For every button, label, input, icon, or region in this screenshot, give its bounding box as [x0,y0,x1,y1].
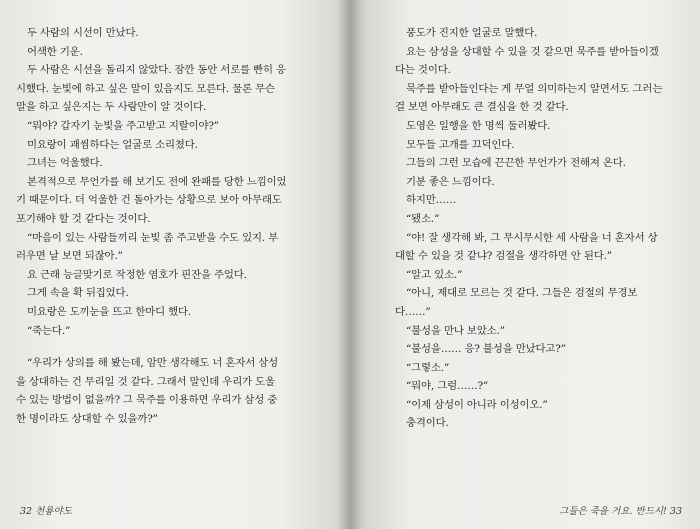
running-title: 그들은 죽을 거요. 반드시! [559,506,667,517]
running-title: 천룡야도 [35,506,72,517]
text-line: “됐소.” [406,212,440,225]
text-line: 미요랑이 괘씸하다는 얼굴로 소리쳤다. [27,138,198,151]
text-line: 한 명이라도 상대할 수 있을까?” [16,412,158,425]
page-number: 32 [20,506,33,517]
text-line: 하지만…… [406,194,457,207]
text-line: “알고 있소.” [406,268,463,281]
text-line: “죽는다.” [27,324,71,337]
text-line: 그들의 그런 모습에 끈끈한 무언가가 전해져 온다. [406,157,626,170]
text-line: “우리가 상의를 해 봤는데, 암만 생각해도 너 혼자서 삼성 [27,357,279,370]
text-line: “이제 삼성이 아니라 이성이오.” [406,398,548,411]
text-line: 두 사람의 시선이 만났다. [27,27,139,39]
page-number: 33 [669,506,682,517]
text-line: 풍도가 진지한 얼굴로 말했다. [406,27,538,39]
text-line: “그렇소.” [406,361,450,374]
text-line: 을 상대하는 건 무리일 것 같다. 그래서 말인데 우리가 도울 [16,375,275,388]
text-line: 두 사람은 시선을 돌리지 않았다. 잠깐 동안 서로를 빤히 응 [27,64,286,77]
right-page-footer [559,503,682,517]
text-line: 수 있는 방법이 없을까? 그 묵주를 이용하면 우리가 삼성 중 [16,394,278,407]
text-line: 묵주를 받아들인다는 게 무얼 의미하는지 알면서도 그러는 [406,82,663,95]
text-line: 시했다. 눈빛에 하고 싶은 말이 있음지도 모른다. 물론 무슨 [16,82,275,95]
text-line: “뭐야? 갑자기 눈빛을 주고받고 지랄이야?” [27,119,219,132]
text-line: 말을 하고 싶은지는 두 사람만이 알 것이다. [16,101,207,114]
text-line: “불성을…… 응? 불성을 만났다고?” [406,343,566,356]
left-page-footer [20,503,72,517]
text-line: 모두들 고개를 끄덕인다. [406,138,515,151]
text-line: 요는 삼성을 상대할 수 있을 것 같으면 묵주를 받아들이겠 [406,45,659,58]
text-line: 포기해야 할 것 같다는 것이다. [16,212,151,225]
right-page-body [395,24,695,433]
text-line: “마음이 있는 사람들끼리 눈빛 좀 주고받을 수도 있지. 부 [27,231,279,244]
text-line: “불성을 만나 보았소.” [406,324,505,337]
text-line: 미요랑은 도끼눈을 뜨고 한마디 했다. [27,305,192,318]
text-line: 그게 속을 확 뒤집었다. [27,287,129,300]
text-line: 본격적으로 무언가를 해 보기도 전에 완패를 당한 느낌이었 [27,175,287,188]
text-line: 요 근래 능글맞기로 작정한 염호가 핀잔을 주었다. [27,268,247,281]
text-line: 어색한 기운. [27,45,83,58]
text-line: 기 때문이다. 더 억울한 건 돌아가는 상황으로 보아 아무래도 [16,194,282,207]
text-line: “야! 잘 생각해 봐, 그 무시무시한 세 사람을 너 혼자서 상 [406,231,658,244]
text-line: 기분 좋은 느낌이다. [406,175,495,188]
text-line: 대할 수 있을 것 같냐? 검절을 생각하면 안 된다.” [395,250,612,263]
text-line: 러우면 날 보면 되잖아.” [16,250,123,263]
text-line: 다는 것이다. [395,64,451,77]
text-line: “아니, 제대로 모르는 것 같다. 그들은 검절의 무경보 [406,287,638,300]
text-line: “뭐야, 그럼……?” [406,380,489,393]
text-line [16,340,334,354]
text-line: 걸 보면 아무래도 큰 결심을 한 것 같다. [395,101,569,114]
right-page [350,0,700,529]
text-line: 다……” [395,305,431,318]
left-page-body [16,24,334,428]
text-line: 도영은 일행을 한 명씩 둘러봤다. [406,119,551,132]
text-line: 그녀는 억울했다. [27,157,103,170]
text-line: 충격이다. [406,417,449,430]
